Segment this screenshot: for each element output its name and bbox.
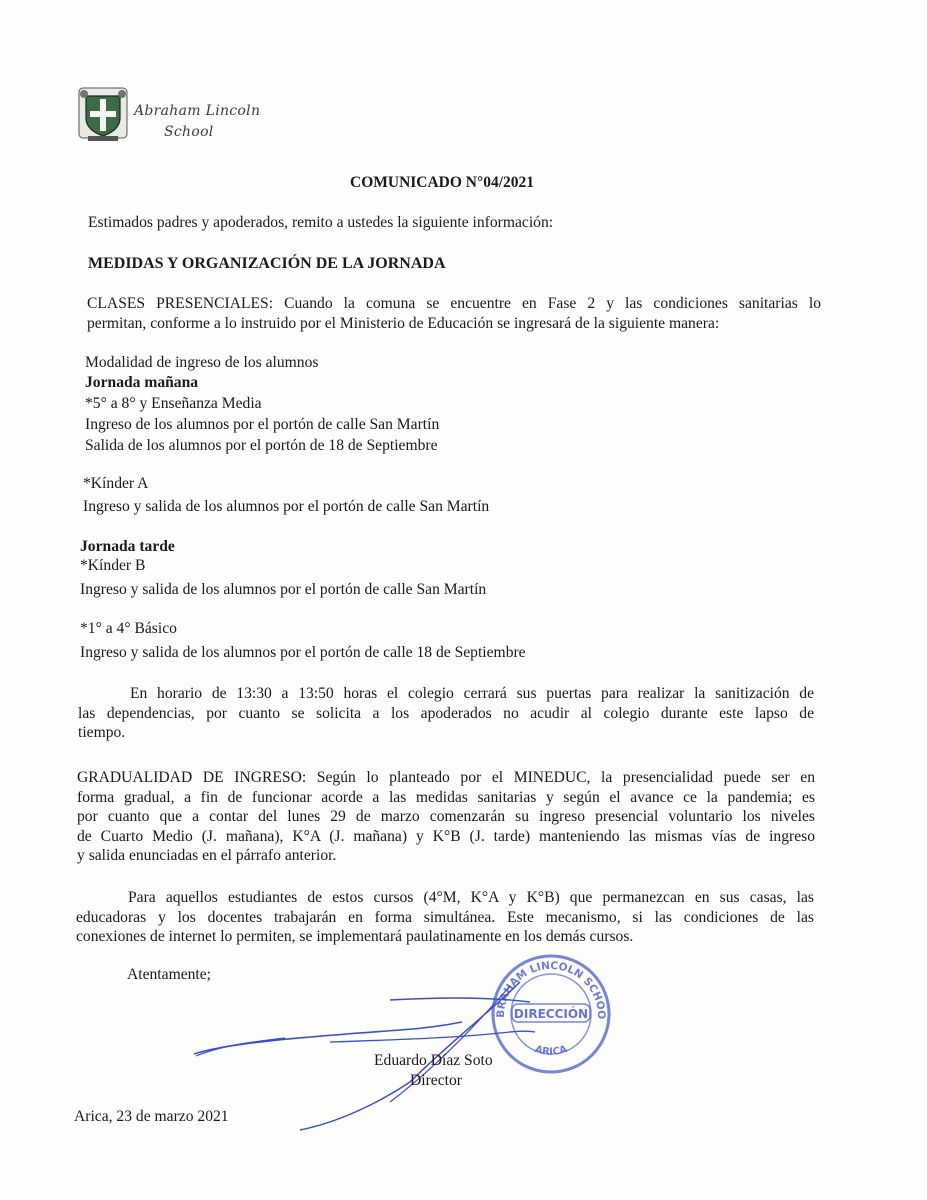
jornada-manana-label: Jornada mañana [85,374,199,391]
estudiantes-paragraph [76,888,814,947]
signatory-name: Eduardo Díaz Soto [374,1052,493,1069]
tarde-group2-title: *1° a 4° Básico [80,620,177,637]
document-title: COMUNICADO N°04/2021 [350,174,535,191]
section-heading: MEDIDAS Y ORGANIZACIÓN DE LA JORNADA [88,255,446,272]
stamp-bottom-text: ARICA [533,1043,569,1058]
horario-line-2: las dependencias, por cuanto se solicita a los apoderados no acudir al colegio durante este lapso de [78,704,814,722]
gradualidad-line-5: y salida enunciadas en el párrafo anterior. [77,847,337,864]
manana-group1-salida: Salida de los alumnos por el portón de 18 de Septiembre [85,437,438,454]
gradualidad-line-3: por cuanto que a contar del lunes 29 de marzo comenzarán su ingreso presencial voluntario los niveles [77,808,815,825]
estudiantes-line-3: conexiones de internet lo permiten, se implementará paulatinamente en los demás cursos. [76,928,634,945]
tarde-group2-text: Ingreso y salida de los alumnos por el portón de calle 18 de Septiembre [80,644,526,661]
manana-group2-title: *Kínder A [83,475,149,492]
gradualidad-line-1: GRADUALIDAD DE INGRESO: Según lo planteado por el MINEDUC, la presencialidad puede ser en [77,769,815,786]
clases-line-1: CLASES PRESENCIALES: Cuando la comuna se encuentre en Fase 2 y las condiciones sanitarias lo [87,295,821,312]
stamp-center-text: DIRECCIÓN [513,1007,589,1021]
gradualidad-line-2: forma gradual, a fin de funcionar acorde a las medidas sanitarias y según el avance ce la pandemia; es [77,788,815,806]
school-name-line1: Abraham Lincoln [134,103,261,119]
horario-paragraph [78,684,814,743]
jornada-tarde-label: Jornada tarde [80,538,175,555]
clases-presenciales-paragraph [87,294,821,333]
horario-line-1: En horario de 13:30 a 13:50 horas el colegio cerrará sus puertas para realizar la sanitización de [130,685,814,702]
manana-group2-text: Ingreso y salida de los alumnos por el portón de calle San Martín [83,498,490,515]
place-date: Arica, 23 de marzo 2021 [74,1108,229,1125]
school-crest-logo [78,86,128,142]
tarde-group1-text: Ingreso y salida de los alumnos por el portón de calle San Martín [80,581,487,598]
gradualidad-line-4: de Cuarto Medio (J. mañana), K°A (J. mañana) y K°B (J. tarde) manteniendo las mismas vías de ingreso [77,827,815,845]
manana-group1-ingreso: Ingreso de los alumnos por el portón de calle San Martín [85,416,440,433]
tarde-group1-title: *Kínder B [80,557,146,574]
modalidad-label: Modalidad de ingreso de los alumnos [85,354,319,371]
greeting: Estimados padres y apoderados, remito a ustedes la siguiente información: [88,214,554,231]
signatory-role: Director [410,1072,462,1089]
school-name-line2: School [164,124,214,140]
stamp-top-text: BRAHAM LINCOLN SCHOO [494,959,608,1020]
clases-line-2: permitan, conforme a lo instruido por el Ministerio de Educación se ingresará de la siguiente manera: [87,314,720,332]
horario-line-3: tiempo. [78,724,126,741]
estudiantes-line-1: Para aquellos estudiantes de estos cursos (4°M, K°A y K°B) que permanezcan en sus casas, las [128,889,814,906]
closing: Atentamente; [127,966,211,983]
gradualidad-paragraph [77,768,815,866]
manana-group1-title: *5° a 8° y Enseñanza Media [85,395,262,412]
estudiantes-line-2: educadoras y los docentes trabajarán en forma simultánea. Este mecanismo, si las condiciones de las [76,908,814,926]
handwritten-signature [190,972,550,1132]
